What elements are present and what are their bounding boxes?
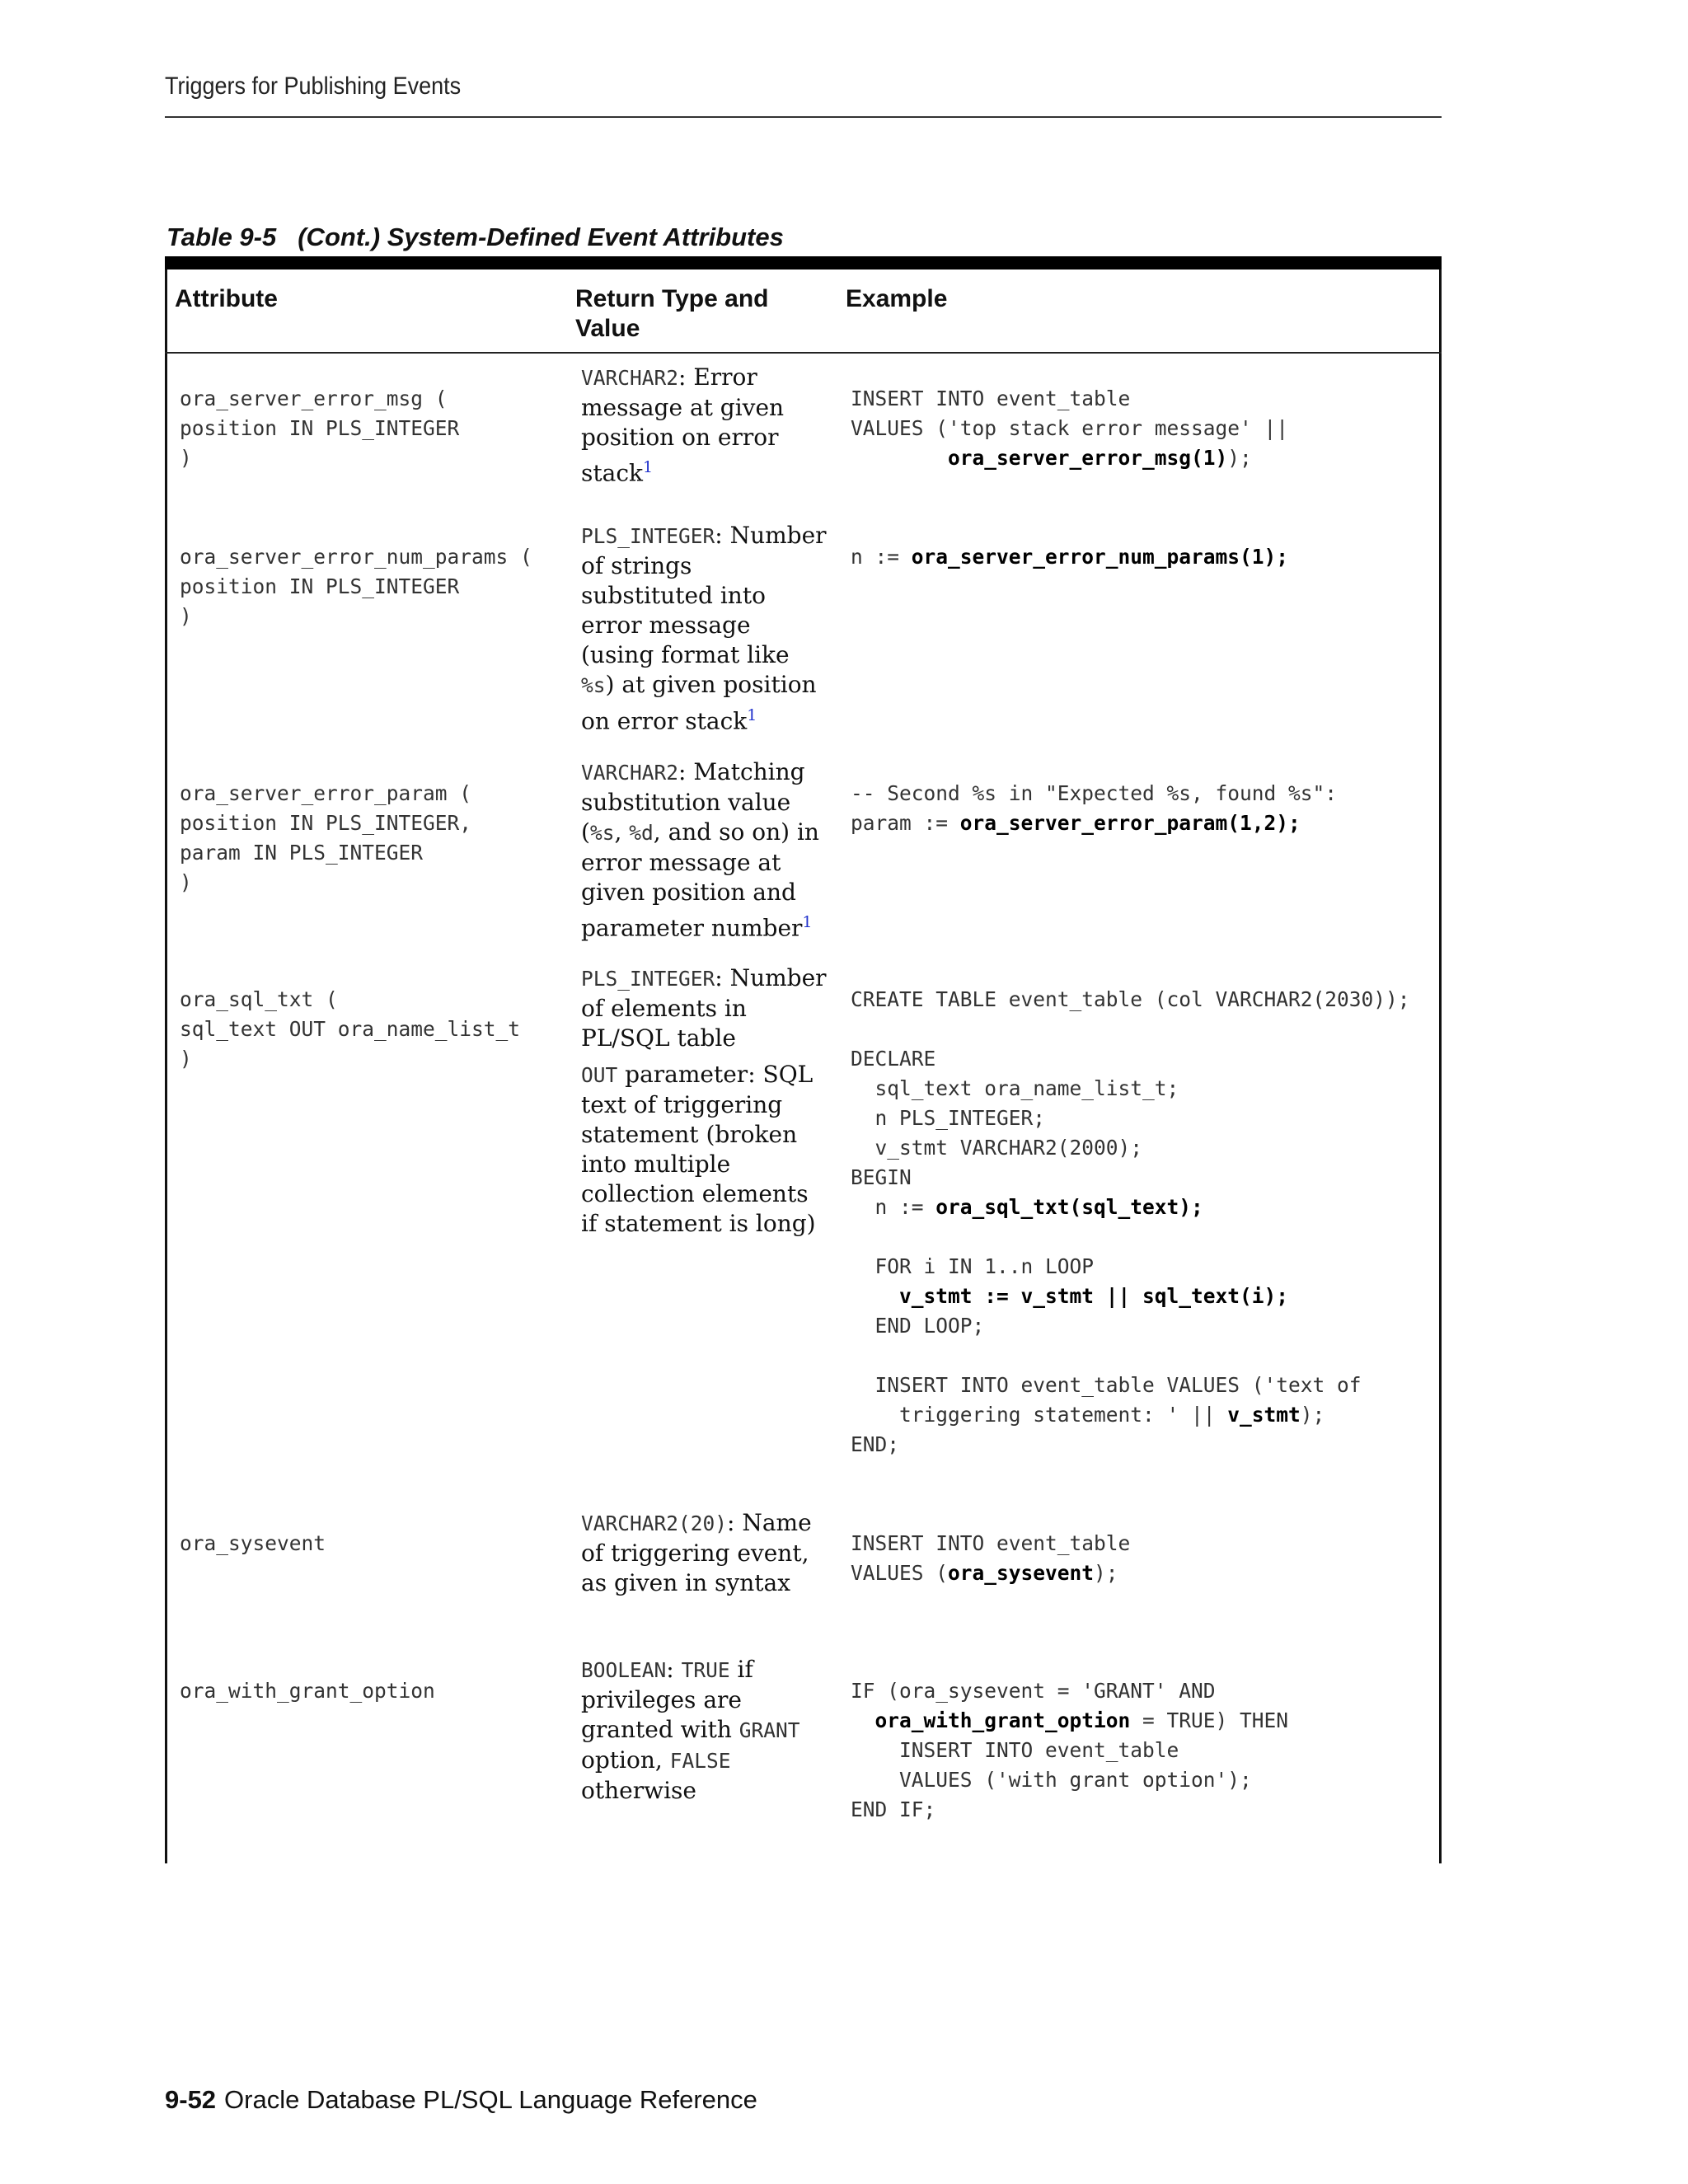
row-example xyxy=(851,1529,1130,1588)
column-header-attribute: Attribute xyxy=(175,285,278,312)
return-text: if privileges are granted with xyxy=(581,1656,753,1743)
page-number: 9-52 xyxy=(165,2085,217,2114)
return-code: %s xyxy=(581,673,606,697)
return-text: : Matching substitution value ( xyxy=(581,758,805,846)
return-text: : xyxy=(666,1656,682,1683)
row-return-type xyxy=(581,757,828,943)
code-line: INSERT INTO event_table xyxy=(851,1738,1179,1762)
return-code: TRUE xyxy=(681,1658,730,1682)
column-header-return-type xyxy=(575,284,768,344)
column-header-example: Example xyxy=(846,285,948,312)
code-line: n := ora_sql_txt(sql_text); xyxy=(851,1195,1203,1219)
code-line: VALUES ('with grant option'); xyxy=(851,1768,1252,1792)
return-text: , and so on) in error message at given position and parameter number xyxy=(581,818,819,942)
table-caption xyxy=(166,223,784,252)
footnote-ref[interactable]: 1 xyxy=(642,458,654,476)
code-line: VALUES ('top stack error message' || xyxy=(851,416,1289,440)
code-line: DECLARE xyxy=(851,1047,936,1071)
return-code: VARCHAR2 xyxy=(581,366,679,390)
return-code: %d xyxy=(629,821,654,845)
row-return-type xyxy=(581,1508,828,1598)
code-line: BEGIN xyxy=(851,1165,912,1189)
code-line: END; xyxy=(851,1432,900,1456)
return-code: PLS_INTEGER xyxy=(581,967,715,991)
return-code: GRANT xyxy=(738,1718,800,1742)
highlighted-code: ora_sysevent xyxy=(948,1561,1095,1585)
code-line: INSERT INTO event_table VALUES ('text of xyxy=(851,1373,1362,1397)
book-title: Oracle Database PL/SQL Language Reference xyxy=(224,2085,757,2114)
return-code: FALSE xyxy=(669,1749,731,1773)
code-line: param := ora_server_error_param(1,2); xyxy=(851,811,1301,835)
row-attribute: ora_sysevent xyxy=(180,1531,326,1555)
code-line: n PLS_INTEGER; xyxy=(851,1106,1046,1130)
header-rule xyxy=(165,116,1442,118)
table-top-bar xyxy=(165,256,1442,269)
code-line: INSERT INTO event_table xyxy=(851,1531,1131,1555)
return-code: VARCHAR2 xyxy=(581,761,679,785)
return-code: PLS_INTEGER xyxy=(581,524,715,548)
code-line: END IF; xyxy=(851,1797,936,1821)
footnote-ref[interactable]: 1 xyxy=(802,913,813,931)
return-code: OUT xyxy=(581,1063,618,1087)
code-line xyxy=(851,1222,1410,1252)
code-line: CREATE TABLE event_table (col VARCHAR2(2030)); xyxy=(851,987,1410,1011)
row-attribute: ora_server_error_param ( position IN PLS_INTEGER, param IN PLS_INTEGER ) xyxy=(180,781,472,894)
return-code: %s xyxy=(589,821,615,845)
return-code: BOOLEAN xyxy=(581,1658,667,1682)
code-line: sql_text ora_name_list_t; xyxy=(851,1076,1179,1100)
column-header-return-type-line2: Value xyxy=(575,315,640,342)
row-return-type xyxy=(581,521,828,736)
highlighted-code: ora_with_grant_option xyxy=(874,1708,1131,1732)
code-line: n := ora_server_error_num_params(1); xyxy=(851,545,1289,569)
code-line: ora_with_grant_option = TRUE) THEN xyxy=(874,1708,1289,1732)
return-text: option, xyxy=(581,1746,670,1774)
return-paragraph xyxy=(581,1060,828,1239)
table-title: (Cont.) System-Defined Event Attributes xyxy=(298,223,784,251)
row-attribute: ora_sql_txt ( sql_text OUT ora_name_list_t ) xyxy=(180,987,521,1071)
highlighted-code: ora_sql_txt(sql_text); xyxy=(935,1195,1203,1219)
highlighted-code: v_stmt := v_stmt || sql_text(i); xyxy=(899,1284,1289,1308)
return-text: : Name of triggering event, as given in syntax xyxy=(581,1509,812,1596)
code-line: -- Second %s in "Expected %s, found %s": xyxy=(851,781,1338,805)
return-paragraph xyxy=(581,963,828,1053)
table-number: Table 9-5 xyxy=(166,223,277,251)
highlighted-code: v_stmt xyxy=(1227,1403,1301,1427)
row-return-type xyxy=(581,1655,828,1806)
return-code: VARCHAR2(20) xyxy=(581,1511,728,1535)
code-line: triggering statement: ' || v_stmt); xyxy=(851,1403,1325,1427)
code-line: END LOOP; xyxy=(851,1314,985,1338)
return-text: ) at given position on error stack xyxy=(581,671,817,735)
row-example xyxy=(851,985,1410,1460)
row-example xyxy=(851,384,1288,473)
return-text: , xyxy=(614,818,630,846)
highlighted-code: ora_server_error_msg(1) xyxy=(948,446,1228,470)
code-line: ora_server_error_msg(1)); xyxy=(948,446,1252,470)
return-text: parameter: SQL text of triggering statement (broken into multiple collection elements if statement is long) xyxy=(581,1061,816,1237)
code-line xyxy=(851,1341,1410,1371)
running-header: Triggers for Publishing Events xyxy=(165,73,462,100)
row-example xyxy=(851,542,1288,572)
code-line: FOR i IN 1..n LOOP xyxy=(851,1254,1095,1278)
row-attribute: ora_server_error_msg ( position IN PLS_INTEGER ) xyxy=(180,387,460,470)
row-attribute: ora_with_grant_option xyxy=(180,1679,435,1703)
code-line: IF (ora_sysevent = 'GRANT' AND xyxy=(851,1679,1216,1703)
code-line: INSERT INTO event_table xyxy=(851,387,1131,410)
row-return-type xyxy=(581,963,828,1239)
code-line xyxy=(851,1282,1410,1311)
page-footer xyxy=(165,2085,757,2115)
row-return-type xyxy=(581,363,828,488)
row-attribute: ora_server_error_num_params ( position IN PLS_INTEGER ) xyxy=(180,545,532,628)
footnote-ref[interactable]: 1 xyxy=(747,706,757,724)
return-text: : Error message at given position on error stack xyxy=(581,363,785,487)
row-example xyxy=(851,779,1337,838)
highlighted-code: ora_server_error_param(1,2); xyxy=(959,811,1301,835)
return-text: otherwise xyxy=(581,1777,696,1804)
code-line xyxy=(851,1015,1410,1044)
return-text: : Number of elements in PL/SQL table xyxy=(581,964,827,1052)
column-header-return-type-line1: Return Type and xyxy=(575,285,769,312)
code-line: VALUES (ora_sysevent); xyxy=(851,1561,1118,1585)
row-example xyxy=(851,1676,1288,1825)
code-line: v_stmt VARCHAR2(2000); xyxy=(851,1136,1143,1160)
return-text: : Number of strings substituted into error message (using format like xyxy=(581,522,827,668)
highlighted-code: ora_server_error_num_params(1); xyxy=(911,545,1289,569)
header-rule-table xyxy=(165,352,1442,354)
